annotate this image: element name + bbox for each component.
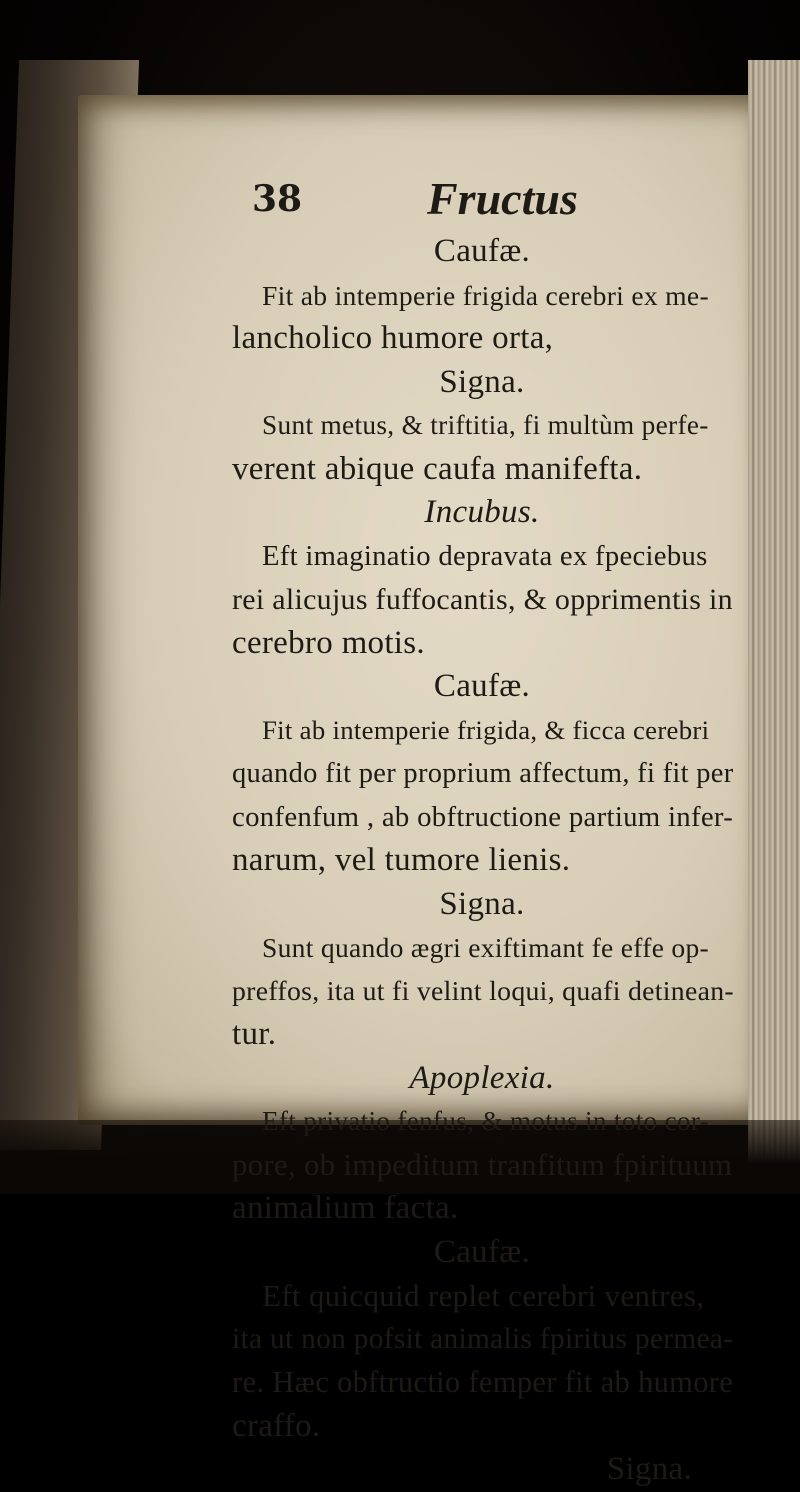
text-line: re. Hæc obftructio femper fit ab humore	[232, 1365, 734, 1399]
text-line: lancholico humore orta,	[232, 320, 554, 356]
text-line: Sunt metus, & triftitia, fi multùm perfe-	[262, 410, 709, 440]
page-number: 38	[252, 178, 303, 220]
text-line: Fit ab intemperie frigida, & ficca cerebri	[262, 714, 710, 745]
text-line: animalium facta.	[232, 1190, 459, 1226]
text-line: Caufæ.	[433, 1233, 531, 1270]
text-line: Eft quicquid replet cerebri ventres,	[262, 1278, 705, 1313]
text-line: tur.	[232, 1016, 277, 1052]
text-line: Caufæ.	[433, 233, 531, 269]
page-header	[252, 172, 612, 224]
text-line: Sunt quando ægri exiftimant fe effe op-	[262, 932, 709, 963]
text-line: Signa.	[439, 363, 525, 400]
text-line: cerebro motis.	[232, 624, 425, 661]
next-page-edge	[748, 60, 800, 1194]
text-line: Signa.	[606, 1451, 692, 1487]
text-line: narum, vel tumore lienis.	[232, 842, 571, 878]
text-line: Incubus.	[424, 494, 540, 530]
text-line: pore, ob impeditum tranfitum fpirituum	[232, 1147, 733, 1182]
text-line: craffo.	[232, 1407, 321, 1444]
text-line: Eft imaginatio depravata ex fpeciebus	[262, 539, 708, 572]
text-line: Fit ab intemperie frigida cerebri ex me-	[262, 279, 709, 311]
page-body-text	[232, 230, 732, 1492]
text-line: Signa.	[439, 885, 525, 922]
text-line: Eft privatio fenfus, & motus in toto cor-	[262, 1106, 709, 1136]
text-line: Caufæ.	[433, 668, 531, 704]
running-title: Fructus	[427, 173, 578, 224]
text-line: quando fit per proprium affectum, fi fit per	[232, 758, 734, 789]
text-line: ita ut non pofsit animalis fpiritus permea-	[232, 1322, 734, 1355]
text-line: Apoplexia.	[409, 1059, 555, 1096]
text-line: confenfum , ab obftructione partium infer-	[232, 800, 734, 833]
text-line: preffos, ita ut fi velint loqui, quafi detinean-	[232, 975, 734, 1007]
text-line: verent abique caufa manifefta.	[232, 450, 643, 487]
text-line: rei alicujus fuffocantis, & opprimentis in	[232, 583, 733, 616]
